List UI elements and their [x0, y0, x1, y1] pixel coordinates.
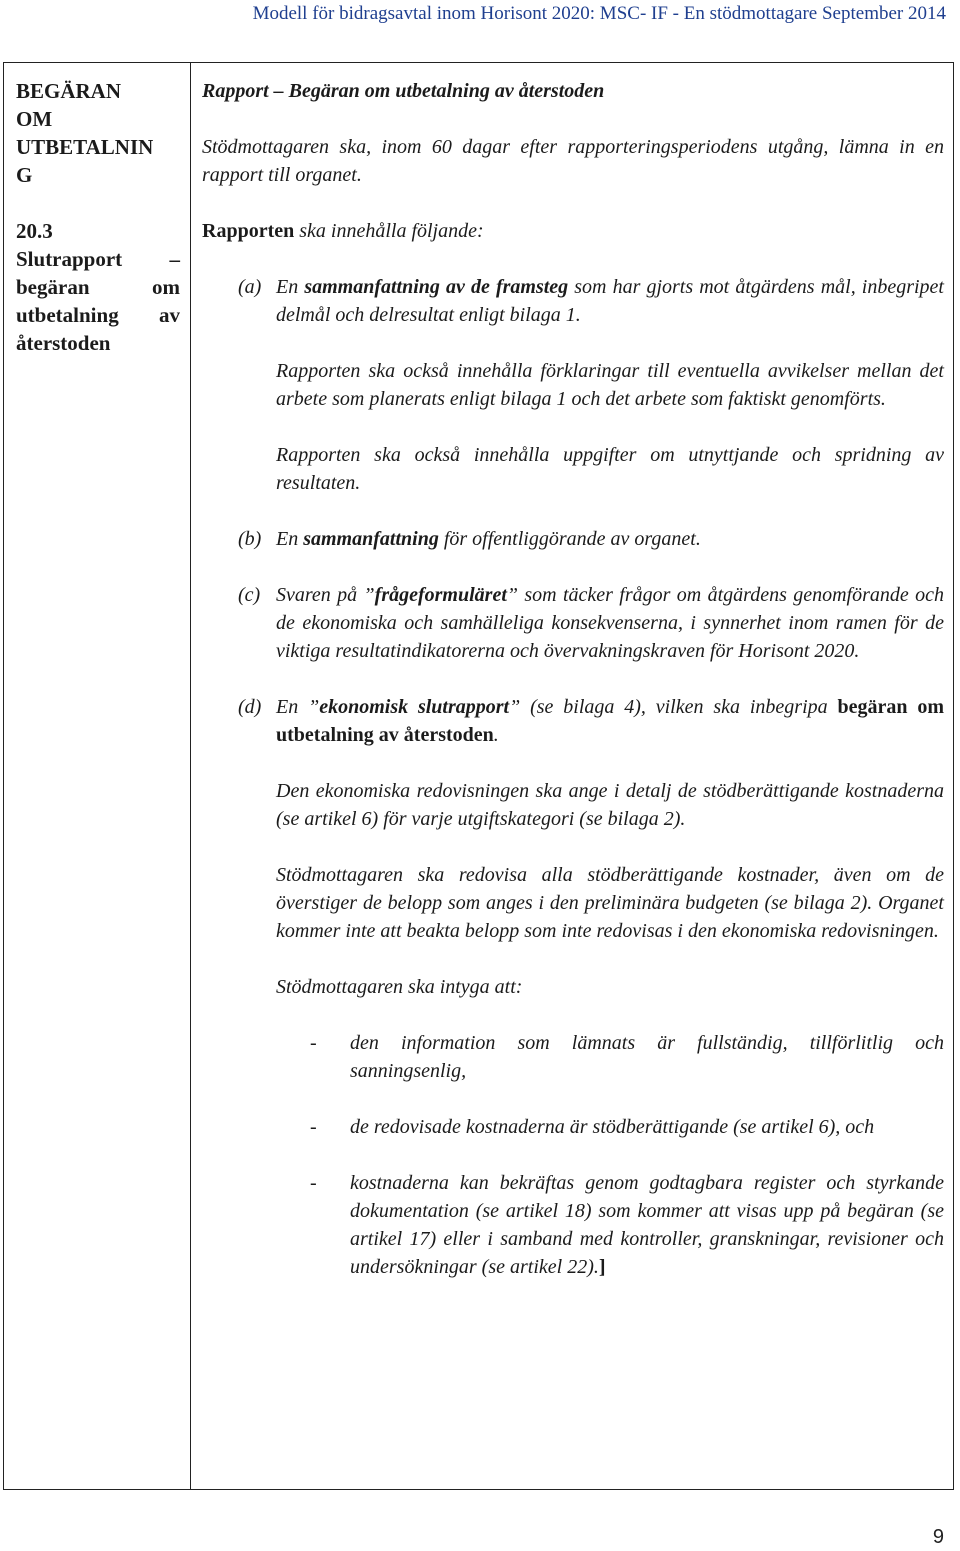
contents-intro [202, 217, 944, 245]
item-text: ” som täcker frågor om åtgärdens genomförande och de ekonomiska och samhälleliga konsekvenserna, i synnerhet inom ramen för de viktiga resultatindikatorerna och övervakningskraven för Horisont 2020. [276, 584, 944, 662]
item-bold: sammanfattning [303, 528, 439, 550]
item-text: som har gjorts mot åtgärdens mål, inbegripet delmål och delresultat enligt bilaga 1. [276, 276, 944, 326]
bullet-text: den information som lämnats är fullständig, tillförlitlig och sanningsenlig, [350, 1032, 944, 1082]
subsection-title-line: utbetalning av [16, 303, 180, 327]
item-a-dissemination-paragraph: Rapporten ska också innehålla uppgifter om utnyttjande och spridning av resultaten. [276, 444, 944, 494]
bullet-text: de redovisade kostnaderna är stödberättigande (se artikel 6), och [350, 1116, 875, 1138]
item-label: (a) [238, 276, 262, 298]
section-number: 20.3 [16, 219, 53, 243]
certify-bullet [202, 1113, 944, 1141]
item-text: En [276, 528, 304, 550]
item-label: (b) [238, 528, 262, 550]
item-text: för offentliggörande av organet. [438, 528, 701, 550]
clause-text-column [202, 77, 944, 1309]
closing-bracket: ] [598, 1256, 606, 1278]
certify-bullet [202, 1029, 944, 1085]
list-item-d [202, 693, 944, 749]
contents-intro-bold: Rapporten [202, 220, 295, 242]
clause-table [3, 62, 954, 1490]
contents-intro-rest: ska innehålla följande: [294, 220, 484, 242]
subsection-title [16, 217, 180, 357]
column-divider [190, 63, 191, 1489]
item-text: Svaren på ” [276, 584, 375, 606]
heading-line: OM [16, 107, 53, 131]
heading-line: G [16, 163, 33, 187]
subsection-title-line: begäran om [16, 275, 180, 299]
item-text: ” (se bilaga 4), vilken ska inbegripa [509, 696, 838, 718]
item-text: En [276, 276, 305, 298]
item-bold: ekonomisk slutrapport [319, 696, 510, 718]
dash-marker: - [310, 1032, 317, 1054]
item-label: (c) [238, 584, 261, 606]
section-heading [16, 77, 180, 189]
item-text: . [493, 724, 499, 746]
heading-line: UTBETALNIN [16, 135, 154, 159]
clause-title: Rapport – Begäran om utbetalning av återstoden [202, 80, 605, 102]
certify-bullet [202, 1169, 944, 1281]
subsection-title-line: Slutrapport – [16, 247, 180, 271]
list-item-c [202, 581, 944, 665]
running-header: Modell för bidragsavtal inom Horisont 2020: MSC- IF - En stödmottagare September 2014 [252, 3, 946, 24]
item-bold: sammanfattning av de framsteg [304, 276, 569, 298]
heading-line: BEGÄRAN [16, 79, 122, 103]
bullet-text: kostnaderna kan bekräftas genom godtagbara register och styrkande dokumentation (se artikel 18) som kommer att visas upp på begäran (se artikel 17) eller i samband med kontroller, granskningar, revisioner och undersökningar (se artikel 22). [350, 1172, 944, 1278]
dash-marker: - [310, 1172, 317, 1194]
dash-marker: - [310, 1116, 317, 1138]
list-item-b [202, 525, 944, 553]
item-bold: begäran om utbetalning av återstoden [276, 696, 944, 746]
item-bold: frågeformuläret [374, 584, 507, 606]
list-item-a [202, 273, 944, 329]
all-costs-paragraph: Stödmottagaren ska redovisa alla stödberättigande kostnader, även om de överstiger de belopp som anges i den preliminära budgeten (se bilaga 2). Organet kommer inte att beakta belopp som inte redovisas i den ekonomiska redovisningen. [276, 864, 944, 942]
certify-intro: Stödmottagaren ska intyga att: [276, 976, 523, 998]
intro-paragraph: Stödmottagaren ska, inom 60 dagar efter rapporteringsperiodens utgång, lämna in en rapport till organet. [202, 136, 944, 186]
page-number: 9 [932, 1526, 944, 1548]
item-label: (d) [238, 696, 262, 718]
item-a-deviations-paragraph: Rapporten ska också innehålla förklaringar till eventuella avvikelser mellan det arbete som planerats enligt bilaga 1 och det arbete som faktiskt genomförts. [276, 360, 944, 410]
item-text: En ” [276, 696, 320, 718]
clause-label-column [16, 77, 180, 357]
subsection-title-line: återstoden [16, 331, 111, 355]
financial-statement-paragraph: Den ekonomiska redovisningen ska ange i detalj de stödberättigande kostnaderna (se artikel 6) för varje utgiftskategori (se bilaga 2). [276, 780, 944, 830]
